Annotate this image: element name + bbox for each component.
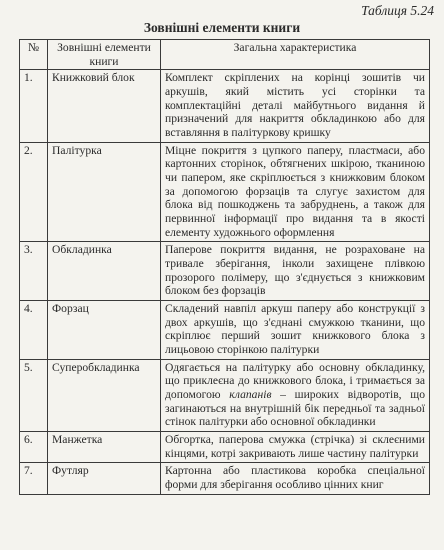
row-number: 4. (20, 301, 48, 360)
header-number: № (20, 40, 48, 70)
header-element-name: Зовнішні елементи книги (48, 40, 161, 70)
header-description: Загальна характеристика (161, 40, 430, 70)
external-elements-table (19, 39, 430, 495)
table-title: Зовнішні елементи книги (143, 20, 301, 35)
row-description: Одягається на палітурку або основну обкладинку, що приклеєна до книжкового блока, і тримається за допомогою клапанів – широких відворотів, що загинаються на внутрішній бік передньої та задньої стінок палітурки або основної обкладинки (161, 359, 430, 431)
row-element-name: Книжковий блок (48, 70, 161, 142)
table-row (20, 463, 430, 494)
emphasized-term: клапанів (229, 388, 272, 402)
table-row (20, 432, 430, 463)
table-row (20, 142, 430, 242)
table-row (20, 359, 430, 431)
row-element-name: Футляр (48, 463, 161, 494)
row-description: Міцне покриття з цупкого паперу, пластмаси, або картонних сторінок, обтягнених шкірою, тканиною чи папером, яке скріплюється з книжковим блоком за допомогою форзаців та слугує захистом для блока від пошкоджень та забруднень, а також для первинної інформації про видання та в якості елементу художнього оформлення (161, 142, 430, 242)
row-number: 5. (20, 359, 48, 431)
row-number: 2. (20, 142, 48, 242)
row-element-name: Форзац (48, 301, 161, 360)
table-number-label: Таблиця 5.24 (361, 3, 434, 18)
row-number: 6. (20, 432, 48, 463)
row-number: 7. (20, 463, 48, 494)
table-header-row (20, 40, 430, 70)
row-description: Комплект скріплених на корінці зошитів чи аркушів, який містить усі сторінки та комплектаційні деталі майбутнього видання й призначений для накриття обкладинкою або для вставляння в палітуркову кришку (161, 70, 430, 142)
row-description: Обгортка, паперова смужка (стрічка) зі склеєними кінцями, котрі закривають лише частину палітурки (161, 432, 430, 463)
table-row (20, 301, 430, 360)
row-element-name: Палітурка (48, 142, 161, 242)
row-description: Складений навпіл аркуш паперу або конструкції з двох аркушів, що з'єднані смужкою тканини, що скріплює перший зошит книжкового блока з лицьовою сторінкою палітурки (161, 301, 430, 360)
table-row (20, 70, 430, 142)
row-number: 1. (20, 70, 48, 142)
table-row (20, 242, 430, 301)
row-description: Картонна або пластикова коробка спеціальної форми для зберігання особливо цінних книг (161, 463, 430, 494)
row-description: Паперове покриття видання, не розраховане на тривале зберігання, інколи захищене плівкою прозорого полімеру, що з'єднується з книжковим блоком без форзаців (161, 242, 430, 301)
row-element-name: Манжетка (48, 432, 161, 463)
row-element-name: Обкладинка (48, 242, 161, 301)
row-number: 3. (20, 242, 48, 301)
row-element-name: Суперобкладинка (48, 359, 161, 431)
